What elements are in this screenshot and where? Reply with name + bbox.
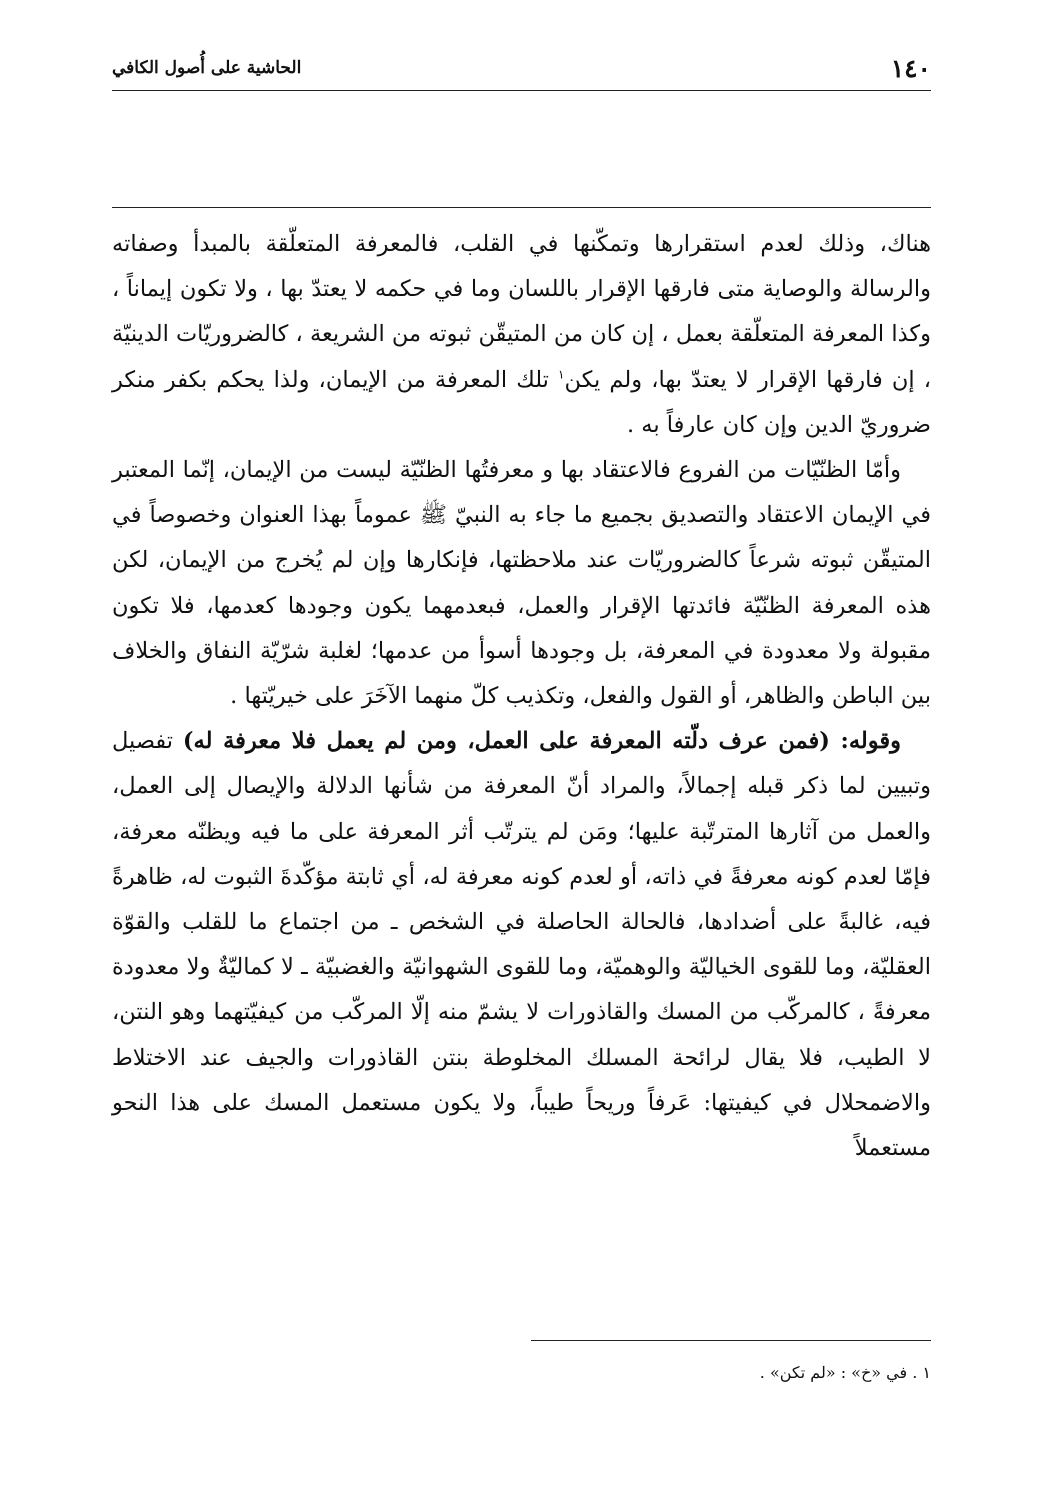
main-text: [112, 222, 931, 1171]
page-number: ١٤٠: [890, 53, 931, 83]
footnote-divider: [531, 1340, 931, 1341]
paragraph-2: وأمّا الظنّيّات من الفروع فالاعتقاد بها و معرفتُها الظنّيّة ليست من الإيمان، إنّما المعتبر في الإيمان الاعتقاد والتصديق بجميع ما جاء به النبيّ ﷺ عموماً بهذا العنوان وخصوصاً في المتيقّن ثبوته شرعاً كالضروريّات عند ملاحظتها، فإنكارها وإن لم يُخرج من الإيمان، لكن هذه المعرفة الظنّيّة فائدتها الإقرار والعمل، فبعدمهما يكون وجودها كعدمها، فلا تكون مقبولة ولا معدودة في المعرفة، بل وجودها أسوأ من عدمها؛ لغلبة شرّيّة النفاق والخلاف بين الباطن والظاهر، أو القول والفعل، وتكذيب كلّ منهما الآخَرَ على خيريّتها .: [112, 457, 931, 710]
commentary-quote: وقوله: (فمن عرف دلّته المعرفة على العمل، ومن لم يعمل فلا معرفة له): [182, 728, 901, 755]
footnote-reference[interactable]: ١: [558, 367, 565, 382]
paragraph-3-text: تفصيل وتبيين لما ذكر قبله إجمالاً، والمراد أنّ المعرفة من شأنها الدلالة والإيصال إلى العمل، والعمل من آثارها المترتّبة عليها؛ ومَن لم يترتّب أثر المعرفة على ما فيه ويظنّه معرفة، فإمّا لعدم كونه معرفةً في ذاته، أو لعدم كونه معرفة له، أي ثابتة مؤكّدةَ الثبوت له، ظاهرةً فيه، غالبةً على أضدادها، فالحالة الحاصلة في الشخص ـ من اجتماع ما للقلب والقوّة العقليّة، وما للقوى الخياليّة والوهميّة، وما للقوى الشهوانيّة والغضبيّة ـ لا كماليّةٌ ولا معدودة معرفةً ، كالمركّب من المسك والقاذورات لا يشمّ منه إلّا المركّب من كيفيّتهما وهو النتن، لا الطيب، فلا يقال لرائحة المسلك المخلوطة بنتن القاذورات والجيف عند الاختلاط والاضمحلال في كيفيتها: عَرفاً وريحاً طيباً، ولا يكون مستعمل المسك على هذا النحو مستعملاً: [112, 728, 931, 1162]
paragraph-3: [112, 719, 931, 1171]
paragraph-1-text-continued: تلك المعرفة من الإيمان، ولذا يحكم بكفر منكر ضروريّ الدين وإن كان عارفاً به .: [112, 366, 931, 438]
paragraph-1-text: هناك، وذلك لعدم استقرارها وتمكّنها في القلب، فالمعرفة المتعلّقة بالمبدأ وصفاته والرسالة والوصاية متى فارقها الإقرار باللسان وما في حكمه لا يعتدّ بها ، ولا تكون إيماناً ، وكذا المعرفة المتعلّقة بعمل ، إن كان من المتيقّن ثبوته من الشريعة ، كالضروريّات الدينيّة ، إن فارقها الإقرار لا يعتدّ بها، ولم يكن: [112, 231, 931, 393]
running-header: [112, 48, 931, 88]
running-title: الحاشية على أُصول الكافي: [112, 58, 302, 78]
footnote: ١ . في «خ» : «لم تكن» .: [759, 1363, 931, 1382]
header-divider: [112, 90, 931, 91]
paragraph-1: [112, 222, 931, 448]
body-top-divider: [112, 207, 931, 208]
